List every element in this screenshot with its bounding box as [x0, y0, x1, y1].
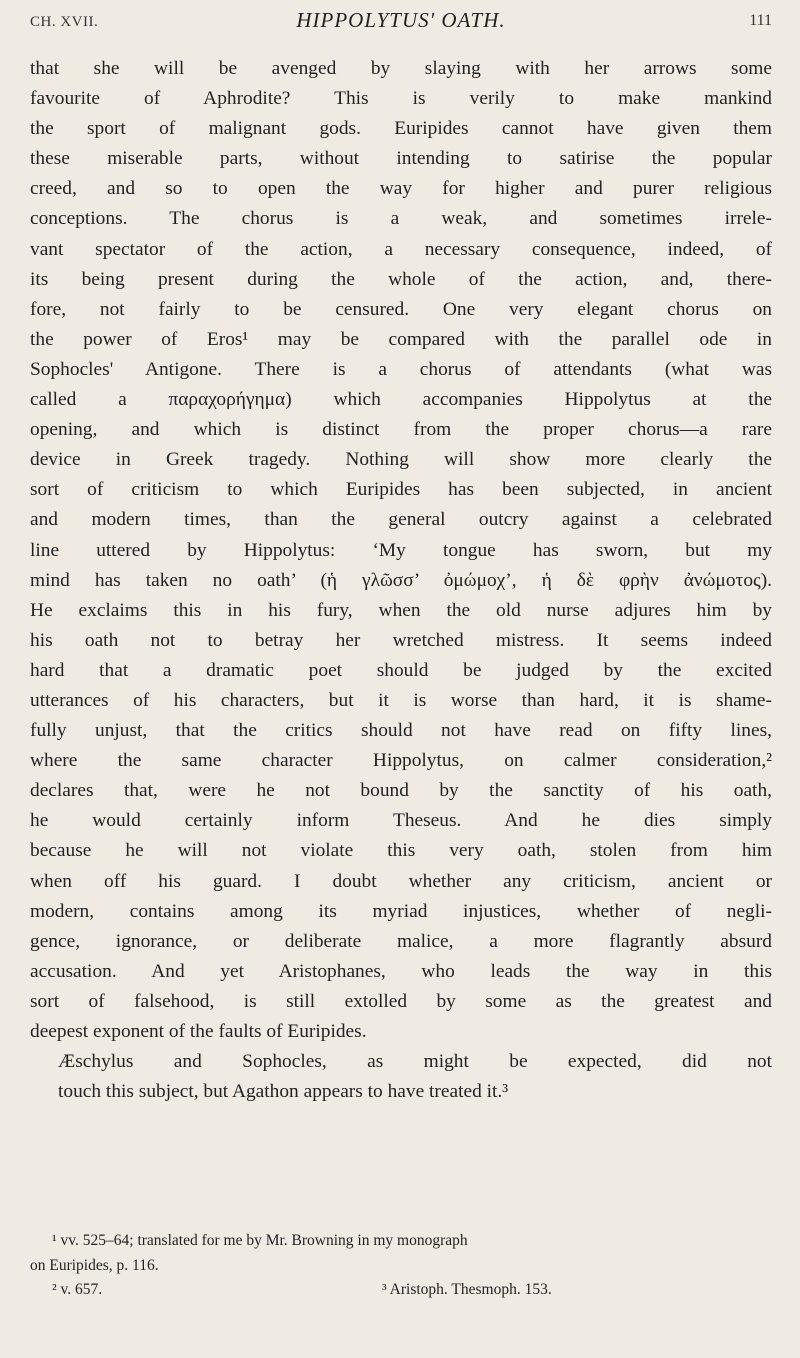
text-line: mind has taken no oath’ (ἡ γλῶσσ’ ὀμώμοχ’, ἡ δὲ φρὴν ἀνώμοτος).	[30, 569, 772, 591]
text-line: Sophocles' Antigone. There is a chorus of attendants (what was	[30, 358, 772, 380]
text-line: because he will not violate this very oath, stolen from him	[30, 840, 772, 862]
text-line: where the same character Hippolytus, on calmer consideration,²	[30, 750, 772, 772]
page-number: 111	[749, 12, 772, 29]
text-line: that she will be avenged by slaying with her arrows some	[30, 58, 772, 79]
text-line: sort of criticism to which Euripides has been subjected, in ancient	[30, 479, 772, 501]
text-line: utterances of his characters, but it is worse than hard, it is shame-	[30, 689, 772, 711]
footnote-2: ² v. 657.	[52, 1281, 103, 1298]
text-line: touch this subject, but Agathon appears to have treated it.³	[58, 1081, 509, 1103]
text-line: line uttered by Hippolytus: ‘My tongue has sworn, but my	[30, 539, 772, 561]
text-line: the power of Eros¹ may be compared with the parallel ode in	[30, 328, 772, 350]
text-line: Æschylus and Sophocles, as might be expected, did not	[58, 1051, 772, 1073]
text-line: fully unjust, that the critics should not have read on fifty lines,	[30, 720, 772, 742]
text-line: modern, contains among its myriad injustices, whether of negli-	[30, 900, 772, 922]
text-line: when off his guard. I doubt whether any criticism, ancient or	[30, 870, 772, 892]
text-line: accusation. And yet Aristophanes, who leads the way in this	[30, 960, 772, 982]
text-line: he would certainly inform Theseus. And he dies simply	[30, 810, 772, 832]
footnote-row	[30, 1278, 772, 1303]
text-line: the sport of malignant gods. Euripides cannot have given them	[30, 118, 772, 140]
text-line: its being present during the whole of the action, and, there-	[30, 268, 772, 290]
text-line: his oath not to betray her wretched mistress. It seems indeed	[30, 629, 772, 651]
text-line: creed, and so to open the way for higher and purer religious	[30, 178, 772, 200]
text-line: opening, and which is distinct from the proper chorus—a rare	[30, 419, 772, 441]
text-line: declares that, were he not bound by the sanctity of his oath,	[30, 780, 772, 802]
text-line: and modern times, than the general outcry against a celebrated	[30, 509, 772, 531]
text-line: vant spectator of the action, a necessary consequence, indeed, of	[30, 238, 772, 260]
footnote-3: ³ Aristoph. Thesmoph. 153.	[382, 1281, 552, 1298]
chapter-label: CH. XVII.	[30, 14, 99, 30]
text-line: device in Greek tragedy. Nothing will show more clearly the	[30, 449, 772, 471]
text-line: called a παραχορήγημα) which accompanies Hippolytus at the	[30, 389, 772, 411]
running-title: HIPPOLYTUS' OATH.	[296, 8, 506, 32]
text-line: these miserable parts, without intending to satirise the popular	[30, 148, 772, 170]
footnotes	[30, 1229, 772, 1303]
text-line: conceptions. The chorus is a weak, and sometimes irrele-	[30, 208, 772, 230]
text-line: fore, not fairly to be censured. One very elegant chorus on	[30, 298, 772, 320]
text-line: deepest exponent of the faults of Euripides.	[30, 1021, 367, 1042]
footnote-1-line-2: on Euripides, p. 116.	[30, 1256, 159, 1274]
text-line: favourite of Aphrodite? This is verily to make mankind	[30, 88, 772, 110]
page-header	[30, 8, 772, 42]
footnote-1-line-1: ¹ vv. 525–64; translated for me by Mr. Browning in my monograph	[52, 1232, 468, 1249]
body-text	[30, 54, 772, 1107]
text-line: He exclaims this in his fury, when the old nurse adjures him by	[30, 599, 772, 621]
text-line: sort of falsehood, is still extolled by some as the greatest and	[30, 990, 772, 1012]
text-line: gence, ignorance, or deliberate malice, a more flagrantly absurd	[30, 930, 772, 952]
text-line: hard that a dramatic poet should be judged by the excited	[30, 659, 772, 681]
